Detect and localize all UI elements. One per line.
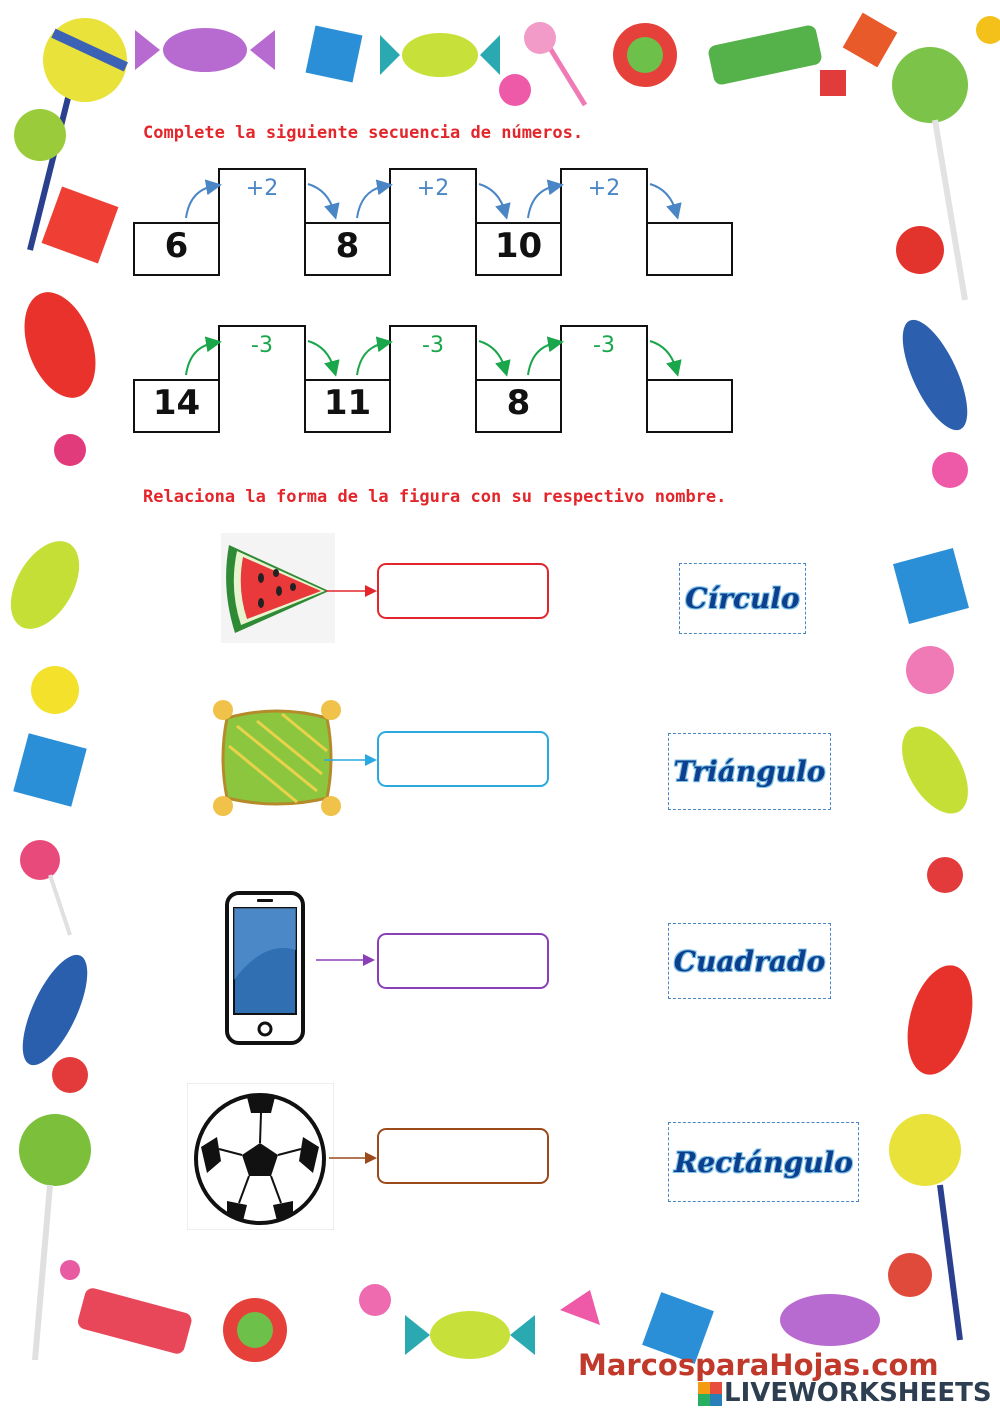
match-instruction: Relaciona la forma de la figura con su respectivo nombre. — [143, 487, 727, 507]
sequence-number: 8 — [335, 226, 360, 266]
answer-box-phone[interactable] — [377, 933, 549, 989]
shape-name-cuadrado[interactable]: Cuadrado — [668, 923, 831, 999]
answer-box-cushion[interactable] — [377, 731, 549, 787]
shape-name-rectangulo[interactable]: Rectángulo — [668, 1122, 859, 1202]
marcos-watermark: MarcosparaHojas.com — [578, 1348, 939, 1382]
sequence-number: 8 — [506, 383, 531, 423]
sequence-number: 10 — [494, 226, 543, 266]
answer-box-ball[interactable] — [377, 1128, 549, 1184]
liveworksheets-watermark: LIVEWORKSHEETS — [724, 1378, 992, 1408]
sequence-number: 6 — [164, 226, 189, 266]
operation-label: +2 — [416, 176, 450, 201]
operation-label: -3 — [422, 333, 444, 358]
liveworksheets-logo-icon — [698, 1382, 722, 1406]
shape-name-triangulo[interactable]: Triángulo — [668, 733, 831, 810]
operation-label: -3 — [593, 333, 615, 358]
operation-label: +2 — [587, 176, 621, 201]
sequence-instruction: Complete la siguiente secuencia de números. — [143, 123, 584, 143]
sequence-number: 11 — [323, 383, 372, 423]
operation-label: -3 — [251, 333, 273, 358]
shape-name-circulo[interactable]: Círculo — [679, 563, 806, 634]
answer-box-watermelon[interactable] — [377, 563, 549, 619]
operation-label: +2 — [245, 176, 279, 201]
sequence-number: 14 — [152, 383, 201, 423]
